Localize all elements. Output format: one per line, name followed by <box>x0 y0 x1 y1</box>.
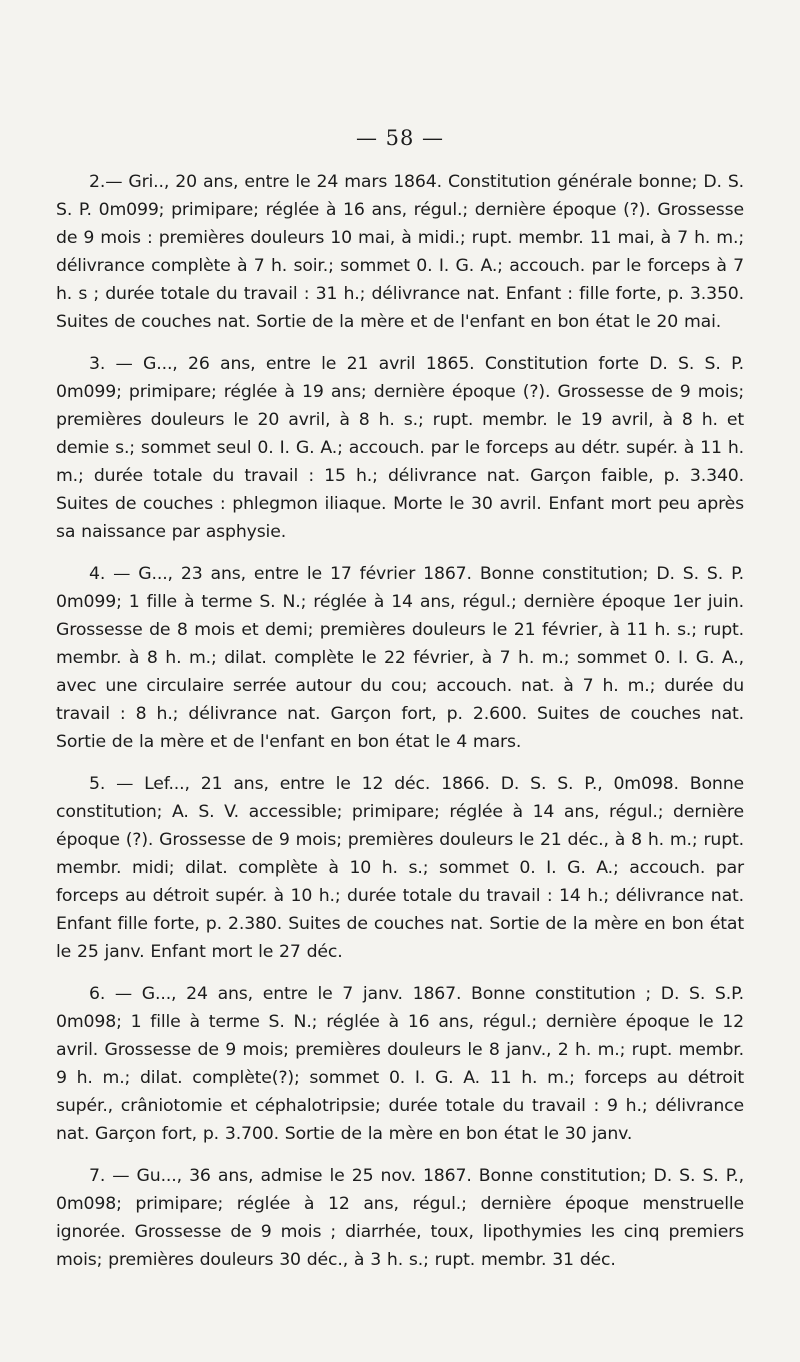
text-column <box>56 168 744 1274</box>
case-paragraph-4: 4. — G..., 23 ans, entre le 17 février 1867. Bonne constitution; D. S. S. P. 0m099; 1 fille à terme S. N.; réglée à 14 ans, régul.; dernière époque 1er juin. Grossesse de 8 mois et demi; premières douleurs le 21 février, à 11 h. s.; rupt. membr. à 8 h. m.; dilat. complète le 22 février, à 7 h. m.; sommet 0. I. G. A., avec une circulaire serrée autour du cou; accouch. nat. à 7 h. m.; durée du travail : 8 h.; délivrance nat. Garçon fort, p. 2.600. Suites de couches nat. Sortie de la mère et de l'enfant en bon état le 4 mars. <box>56 564 744 752</box>
case-paragraph-5: 5. — Lef..., 21 ans, entre le 12 déc. 1866. D. S. S. P., 0m098. Bonne constitution; A. S. V. accessible; primipare; réglée à 14 ans, régul.; dernière époque (?). Grossesse de 9 mois; premières douleurs le 21 déc., à 8 h. m.; rupt. membr. midi; dilat. complète à 10 h. s.; sommet 0. I. G. A.; accouch. par forceps au détroit supér. à 10 h.; durée totale du travail : 14 h.; délivrance nat. Enfant fille forte, p. 2.380. Suites de couches nat. Sortie de la mère en bon état le 25 janv. Enfant mort le 27 déc. <box>56 774 744 962</box>
case-paragraph-6: 6. — G..., 24 ans, entre le 7 janv. 1867. Bonne constitution ; D. S. S.P. 0m098; 1 fille à terme S. N.; réglée à 16 ans, régul.; dernière époque le 12 avril. Grossesse de 9 mois; premières douleurs le 8 janv., 2 h. m.; rupt. membr. 9 h. m.; dilat. complète(?); sommet 0. I. G. A. 11 h. m.; forceps au détroit supér., crâniotomie et céphalotripsie; durée totale du travail : 9 h.; délivrance nat. Garçon fort, p. 3.700. Sortie de la mère en bon état le 30 janv. <box>56 984 744 1144</box>
case-paragraph-3: 3. — G..., 26 ans, entre le 21 avril 1865. Constitution forte D. S. S. P. 0m099; primipare; réglée à 19 ans; dernière époque (?). Grossesse de 9 mois; premières douleurs le 20 avril, à 8 h. s.; rupt. membr. le 19 avril, à 8 h. et demie s.; sommet seul 0. I. G. A.; accouch. par le forceps au détr. supér. à 11 h. m.; durée totale du travail : 15 h.; délivrance nat. Garçon faible, p. 3.340. Suites de couches : phlegmon iliaque. Morte le 30 avril. Enfant mort peu après sa naissance par asphysie. <box>56 354 744 542</box>
page-number: — 58 — <box>355 126 445 150</box>
case-paragraph-7: 7. — Gu..., 36 ans, admise le 25 nov. 1867. Bonne constitution; D. S. S. P., 0m098; primipare; réglée à 12 ans, régul.; dernière époque menstruelle ignorée. Grossesse de 9 mois ; diarrhée, toux, lipothymies les cinq premiers mois; premières douleurs 30 déc., à 3 h. s.; rupt. membr. 31 déc. <box>56 1166 744 1270</box>
case-paragraph-2: 2.— Gri.., 20 ans, entre le 24 mars 1864. Constitution générale bonne; D. S. S. P. 0m099; primipare; réglée à 16 ans, régul.; dernière époque (?). Grossesse de 9 mois : premières douleurs 10 mai, à midi.; rupt. membr. 11 mai, à 7 h. m.; délivrance complète à 7 h. soir.; sommet 0. I. G. A.; accouch. par le forceps à 7 h. s ; durée totale du travail : 31 h.; délivrance nat. Enfant : fille forte, p. 3.350. Suites de couches nat. Sortie de la mère et de l'enfant en bon état le 20 mai. <box>56 172 744 332</box>
